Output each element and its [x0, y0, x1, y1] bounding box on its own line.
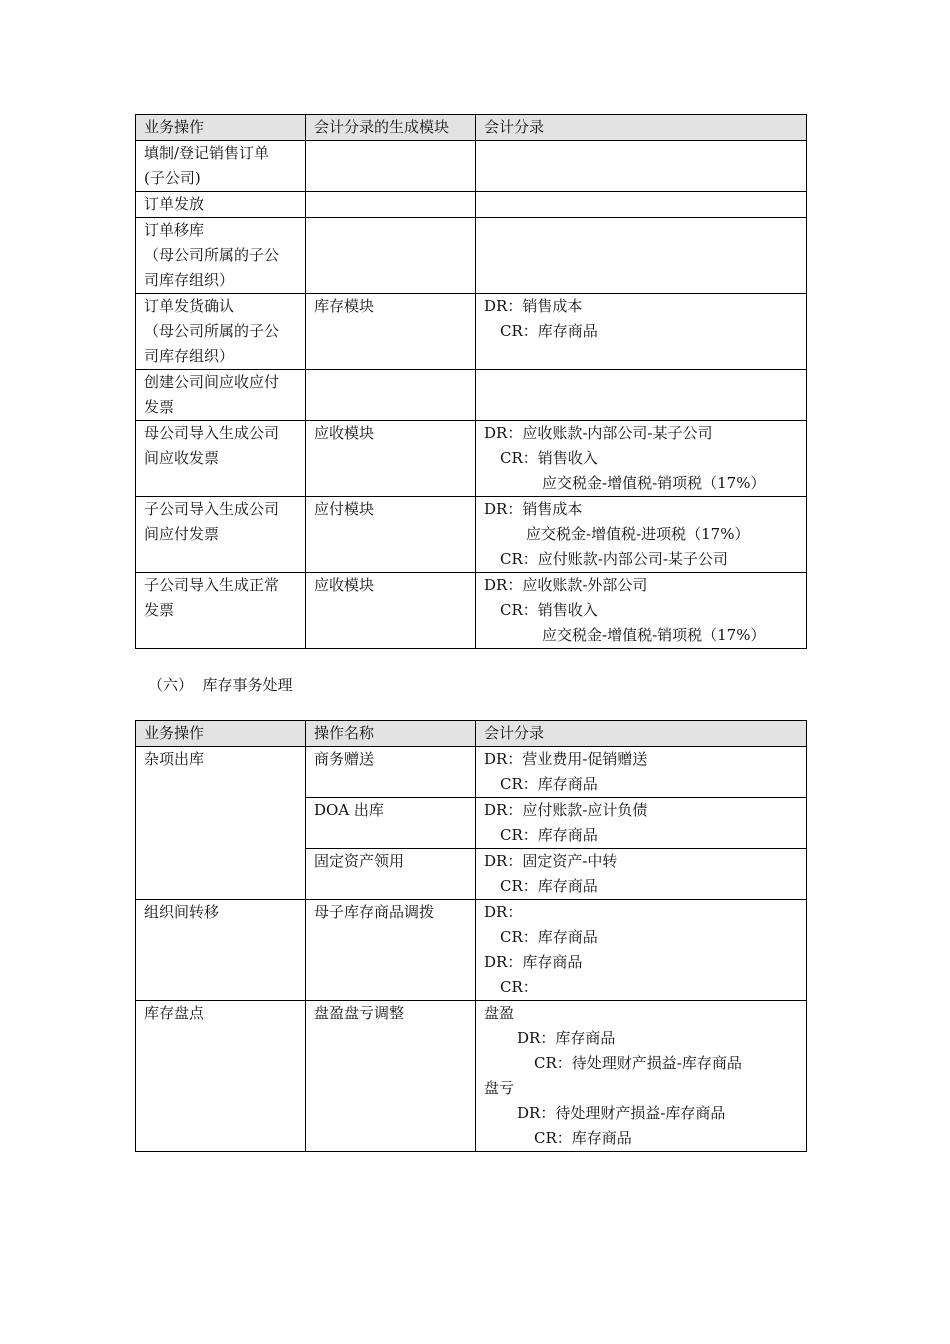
entry-cell [476, 900, 807, 1001]
table-row [136, 294, 807, 370]
operation-text: 母公司导入生成公司 [144, 424, 280, 442]
operation-text: 发票 [144, 398, 175, 416]
operation-text: 司库存组织） [144, 347, 235, 365]
operation-text: 填制/登记销售订单 [144, 144, 270, 162]
header-cell: 会计分录 [476, 721, 807, 747]
operation-cell [136, 421, 306, 497]
operation-text: 订单发放 [144, 195, 205, 213]
entry-line: 应交税金-增值税-进项税（17%） [526, 525, 750, 543]
operation-text: （母公司所属的子公 [144, 246, 280, 264]
entry-line: 应交税金-增值税-销项税（17%） [542, 474, 766, 492]
entry-line: 盘亏 [484, 1079, 515, 1097]
operation-text: 子公司导入生成公司 [144, 500, 280, 518]
table-header-row [136, 115, 807, 141]
table-row [136, 747, 807, 798]
entry-line: DR：应收账款-外部公司 [484, 576, 648, 594]
operation-cell [136, 192, 306, 218]
entry-line: DR：应付账款-应计负债 [484, 801, 648, 819]
entry-cell [476, 747, 807, 798]
entry-cell [476, 421, 807, 497]
operation-cell [136, 497, 306, 573]
module-cell [306, 141, 476, 192]
operation-text: 间应付发票 [144, 525, 220, 543]
operation-cell [136, 141, 306, 192]
entry-line: DR：库存商品 [484, 953, 583, 971]
entry-cell [476, 849, 807, 900]
operation-text: 司库存组织） [144, 271, 235, 289]
table-row [136, 900, 807, 1001]
module-cell [306, 218, 476, 294]
entry-cell [476, 1001, 807, 1152]
entry-line: 盘盈 [484, 1004, 515, 1022]
entry-cell [476, 370, 807, 421]
table-row [136, 218, 807, 294]
header-cell: 业务操作 [136, 115, 306, 141]
entry-line: CR：销售收入 [500, 601, 598, 619]
operation-name-cell: 商务赠送 [306, 747, 476, 798]
module-cell: 应收模块 [306, 573, 476, 649]
table-row [136, 141, 807, 192]
entry-cell [476, 798, 807, 849]
operation-text: 间应收发票 [144, 449, 220, 467]
entry-line: DR： [484, 903, 523, 921]
entry-line: DR：应收账款-内部公司-某子公司 [484, 424, 713, 442]
entry-line: CR：库存商品 [500, 322, 598, 340]
table-row [136, 573, 807, 649]
entry-line: CR：库存商品 [534, 1129, 632, 1147]
table-row [136, 1001, 807, 1152]
module-cell [306, 192, 476, 218]
entry-line: CR： [500, 978, 538, 996]
table-row [136, 421, 807, 497]
module-cell: 应收模块 [306, 421, 476, 497]
entry-line: DR：销售成本 [484, 297, 583, 315]
header-cell: 业务操作 [136, 721, 306, 747]
entry-line: DR：营业费用-促销赠送 [484, 750, 648, 768]
section-heading: （六） 库存事务处理 [148, 676, 293, 694]
header-cell: 操作名称 [306, 721, 476, 747]
operation-cell [136, 573, 306, 649]
intercompany-sales-table [135, 114, 807, 649]
operation-cell [136, 370, 306, 421]
operation-name-cell: 盘盈盘亏调整 [306, 1001, 476, 1152]
entry-cell [476, 192, 807, 218]
entry-line: CR：待处理财产损益-库存商品 [534, 1054, 742, 1072]
module-cell: 应付模块 [306, 497, 476, 573]
entry-line: DR：固定资产-中转 [484, 852, 618, 870]
operation-text: 创建公司间应收应付 [144, 373, 280, 391]
operation-name-cell: 固定资产领用 [306, 849, 476, 900]
table-row [136, 192, 807, 218]
entry-cell [476, 218, 807, 294]
entry-line: DR：销售成本 [484, 500, 583, 518]
entry-line: CR：库存商品 [500, 826, 598, 844]
operation-cell [136, 294, 306, 370]
header-cell: 会计分录的生成模块 [306, 115, 476, 141]
entry-cell [476, 573, 807, 649]
module-cell [306, 370, 476, 421]
operation-name-cell: DOA 出库 [306, 798, 476, 849]
operation-text: 发票 [144, 601, 175, 619]
entry-cell [476, 497, 807, 573]
entry-cell [476, 294, 807, 370]
entry-line: 应交税金-增值税-销项税（17%） [542, 626, 766, 644]
table-row [136, 370, 807, 421]
header-cell: 会计分录 [476, 115, 807, 141]
entry-line: CR：库存商品 [500, 877, 598, 895]
operation-text: （母公司所属的子公 [144, 322, 280, 340]
entry-line: CR：应付账款-内部公司-某子公司 [500, 550, 728, 568]
table-header-row [136, 721, 807, 747]
entry-line: CR：库存商品 [500, 775, 598, 793]
operation-cell: 杂项出库 [136, 747, 306, 900]
inventory-transactions-table [135, 720, 807, 1152]
entry-line: DR：待处理财产损益-库存商品 [517, 1104, 726, 1122]
operation-text: 订单发货确认 [144, 297, 235, 315]
operation-text: 子公司导入生成正常 [144, 576, 280, 594]
entry-line: CR：销售收入 [500, 449, 598, 467]
operation-text: 订单移库 [144, 221, 205, 239]
entry-line: CR：库存商品 [500, 928, 598, 946]
operation-cell: 组织间转移 [136, 900, 306, 1001]
operation-cell [136, 218, 306, 294]
table-row [136, 497, 807, 573]
operation-text: (子公司) [144, 169, 201, 187]
operation-cell: 库存盘点 [136, 1001, 306, 1152]
entry-line: DR：库存商品 [517, 1029, 616, 1047]
operation-name-cell: 母子库存商品调拨 [306, 900, 476, 1001]
module-cell: 库存模块 [306, 294, 476, 370]
entry-cell [476, 141, 807, 192]
